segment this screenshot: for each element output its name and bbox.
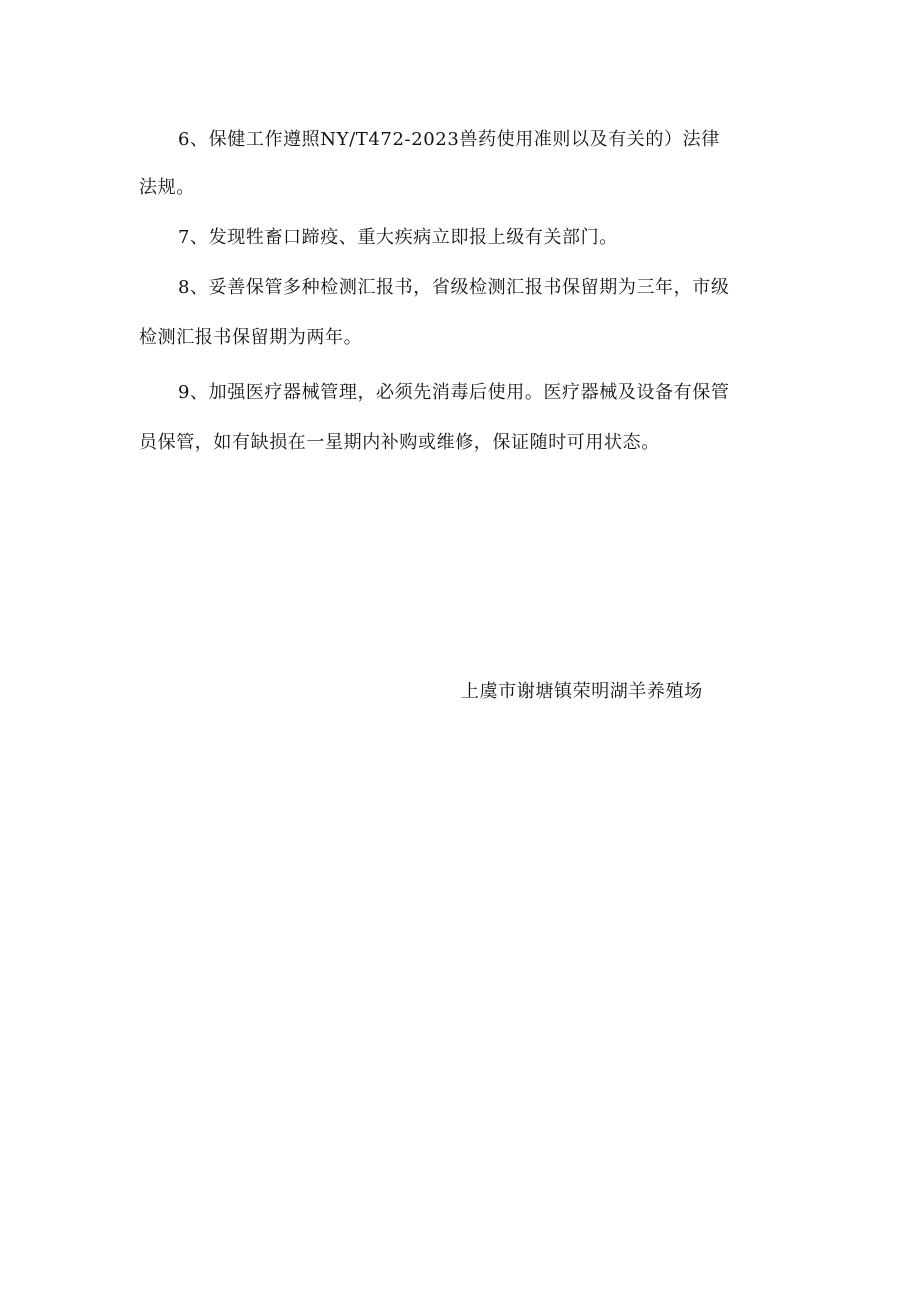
paragraph-7-line-1: 7、发现牲畜口蹄疫、重大疾病立即报上级有关部门。 — [178, 227, 618, 248]
paragraph-8-line-2: 检测汇报书保留期为两年。 — [139, 327, 363, 348]
signature: 上虞市谢塘镇荣明湖羊养殖场 — [461, 681, 703, 702]
paragraph-8-line-1: 8、妥善保管多种检测汇报书，省级检测汇报书保留期为三年，市级 — [178, 277, 730, 298]
paragraph-6-line-1: 6、保健工作遵照NY/T472-2023兽药使用准则以及有关的）法律 — [178, 129, 720, 150]
paragraph-9-line-1: 9、加强医疗器械管理，必须先消毒后使用。医疗器械及设备有保管 — [178, 382, 730, 403]
paragraph-9-line-2: 员保管，如有缺损在一星期内补购或维修，保证随时可用状态。 — [139, 432, 660, 453]
paragraph-6-line-2: 法规。 — [139, 177, 195, 198]
